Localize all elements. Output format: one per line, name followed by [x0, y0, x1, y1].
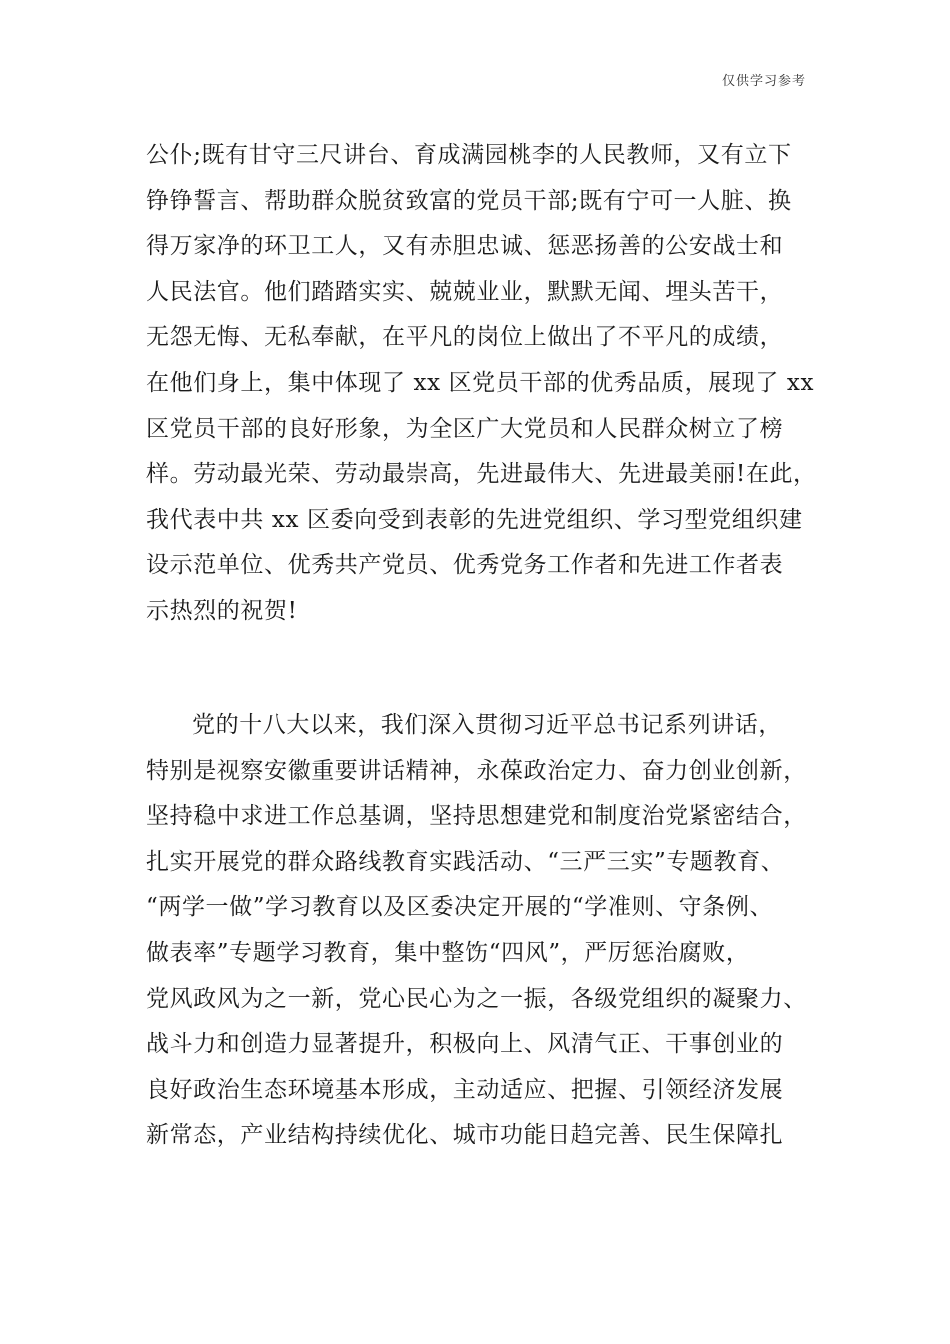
text-line: 坚持稳中求进工作总基调，坚持思想建党和制度治党紧密结合，	[146, 803, 807, 830]
text-line: 党风政风为之一新，党心民心为之一振，各级党组织的凝聚力、	[146, 985, 807, 1012]
text-line: 公仆;既有甘守三尺讲台、育成满园桃李的人民教师，又有立下	[146, 142, 792, 168]
text-line: 特别是视察安徽重要讲话精神，永葆政治定力、奋力创业创新，	[146, 757, 807, 784]
header-note: 仅供学习参考	[721, 74, 806, 89]
paragraph-1	[146, 133, 826, 635]
text-line: 区党员干部的良好形象，为全区广大党员和人民群众树立了榜	[146, 415, 784, 442]
text-line: 设示范单位、优秀共产党员、优秀党务工作者和先进工作者表	[146, 552, 784, 579]
text-line: 战斗力和创造力显著提升，积极向上、风清气正、干事创业的	[146, 1031, 784, 1058]
text-line: 新常态，产业结构持续优化、城市功能日趋完善、民生保障扎	[146, 1122, 784, 1149]
text-line: 我代表中共 xx 区委向受到表彰的先进党组织、学习型党组织建	[146, 506, 803, 533]
text-line: 做表率”专题学习教育，集中整饬“四风”，严厉惩治腐败，	[146, 939, 750, 966]
paragraph-2	[146, 703, 826, 1159]
text-line: “两学一做”学习教育以及区委决定开展的“学准则、守条例、	[146, 894, 774, 921]
text-line: 在他们身上，集中体现了 xx 区党员干部的优秀品质，展现了 xx	[146, 369, 815, 396]
text-line: 无怨无悔、无私奉献，在平凡的岗位上做出了不平凡的成绩，	[146, 324, 784, 351]
text-line: 扎实开展党的群众路线教育实践活动、“三严三实”专题教育、	[146, 848, 785, 875]
text-line: 党的十八大以来，我们深入贯彻习近平总书记系列讲话，	[192, 712, 782, 738]
text-line: 示热烈的祝贺!	[146, 597, 298, 624]
text-line: 人民法官。他们踏踏实实、兢兢业业，默默无闻、埋头苦干，	[146, 278, 784, 305]
text-line: 铮铮誓言、帮助群众脱贫致富的党员干部;既有宁可一人脏、换	[146, 187, 792, 214]
text-line: 良好政治生态环境基本形成，主动适应、把握、引领经济发展	[146, 1076, 784, 1103]
text-line: 得万家净的环卫工人，又有赤胆忠诚、惩恶扬善的公安战士和	[146, 233, 784, 260]
text-line: 样。劳动最光荣、劳动最崇高，先进最伟大、先进最美丽!在此，	[146, 461, 817, 488]
